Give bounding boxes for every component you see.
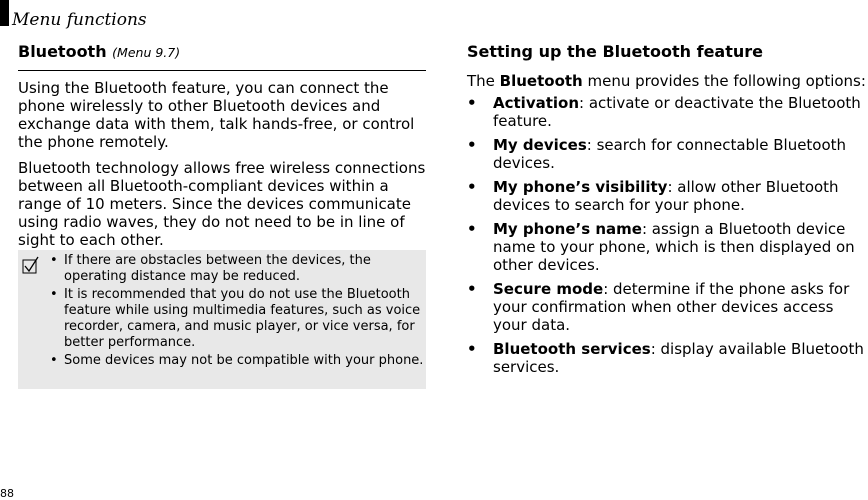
note-list	[64, 253, 424, 371]
option-desc: : allow other Bluetooth devices to search for your phone.	[493, 178, 839, 214]
intro-menu-name: Bluetooth	[499, 72, 583, 90]
bullet-icon: •	[467, 94, 477, 112]
note-item: • It is recommended that you do not use the Bluetooth feature while using multimedia features, such as voice recorder, camera, and music player, or vice versa, for better performance.	[64, 287, 424, 351]
option-name: Secure mode	[493, 280, 604, 298]
header-tab-marker	[0, 0, 9, 26]
intro-prefix: The	[467, 72, 500, 90]
bullet-icon: •	[467, 136, 477, 154]
paragraph-intro: Using the Bluetooth feature, you can connect the phone wirelessly to other Bluetooth devices and exchange data with them, talk hands-free, or control the phone remotely.	[18, 79, 415, 151]
option-desc: : determine if the phone asks for your confirmation when other devices access your data.	[493, 280, 850, 334]
option-desc: : activate or deactivate the Bluetooth feature.	[493, 94, 861, 130]
intro-suffix: menu provides the following options:	[582, 72, 866, 90]
option-desc: : assign a Bluetooth device name to your phone, which is then displayed on other devices.	[493, 220, 855, 274]
left-column	[18, 42, 428, 249]
option-name: My devices	[493, 136, 587, 154]
option-services	[467, 340, 867, 376]
option-phone-name	[467, 220, 867, 274]
option-desc: : display available Bluetooth services.	[493, 340, 864, 376]
note-item: • Some devices may not be compatible with your phone.	[64, 353, 424, 369]
section-title-bluetooth	[18, 42, 428, 63]
option-secure-mode	[467, 280, 867, 334]
section-divider	[18, 70, 426, 71]
option-name: My phone’s name	[493, 220, 642, 238]
bullet-icon: •	[467, 280, 477, 298]
options-list	[467, 94, 867, 376]
section-title-setup: Setting up the Bluetooth feature	[467, 42, 763, 61]
option-activation	[467, 94, 867, 130]
menu-reference: (Menu 9.7)	[112, 45, 181, 60]
option-my-devices	[467, 136, 867, 172]
page-number: 88	[0, 487, 14, 500]
right-column	[467, 42, 867, 382]
options-intro	[467, 72, 867, 90]
bullet-icon: •	[467, 178, 477, 196]
paragraph-technology: Bluetooth technology allows free wireless connections between all Bluetooth-compliant devices within a range of 10 meters. Since the devices communicate using radio waves, they do not need to be in line of sight to each other.	[18, 159, 426, 249]
bullet-icon: •	[467, 220, 477, 238]
bullet-icon: •	[467, 340, 477, 358]
option-visibility	[467, 178, 867, 214]
running-header: Menu functions	[12, 10, 147, 30]
note-item: • If there are obstacles between the devices, the operating distance may be reduced.	[64, 253, 424, 285]
option-desc: : search for connectable Bluetooth devices.	[493, 136, 847, 172]
option-name: Bluetooth services	[493, 340, 651, 358]
note-box	[18, 250, 426, 389]
section-title-text: Bluetooth	[18, 42, 107, 61]
option-name: My phone’s visibility	[493, 178, 668, 196]
option-name: Activation	[493, 94, 580, 112]
checkmark-note-icon	[22, 256, 40, 274]
